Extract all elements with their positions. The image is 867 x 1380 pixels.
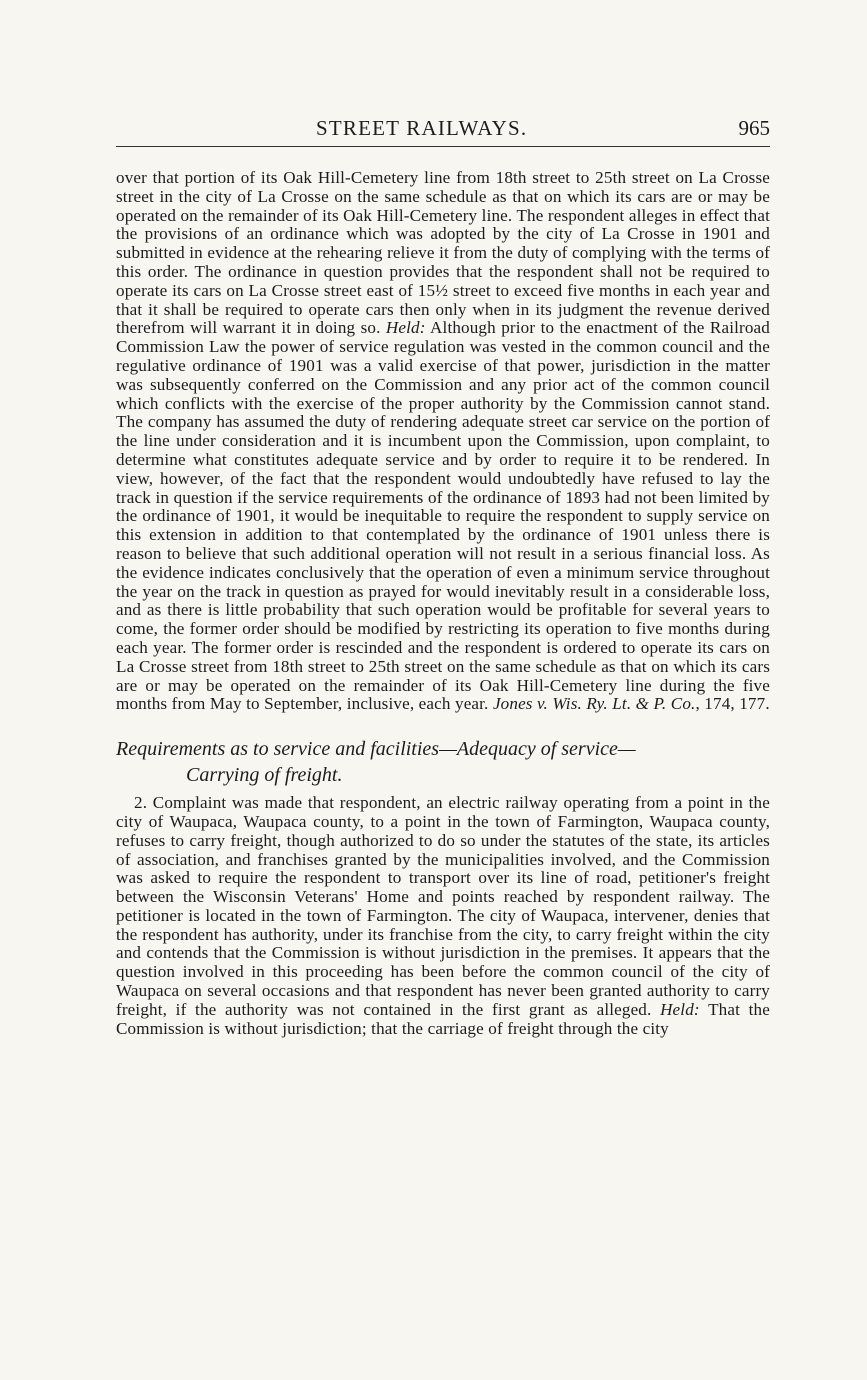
citation-reference: , 174, 177. [695,694,770,714]
section-heading-line: Requirements as to service and facilities—Adequacy of service— [116,738,636,761]
case-citation: Jones v. Wis. Ry. Lt. & P. Co. [492,694,696,714]
running-title: STREET RAILWAYS. [316,116,528,140]
paragraph-text: 2. Complaint was made that respondent, an electric railway operating from a point in the city of Waupaca, Waupaca county, to a point in the town of Farmington, Waupaca county, refuses to carry freight, though authorized to do so under the statutes of the state, its articles of association, and franchises granted by the municipalities involved, and the Commission was asked to require the respondent to transport over its line of road, petitioner's freight between the Wisconsin Veterans' Home and points reached by respondent railway. The petitioner is located in the town of Farmington. The city of Waupaca, intervener, denies that the respondent has authority, under its franchise from the city, to carry freight within the city and contends that the Commission is without jurisdiction in the premises. It appears that the question involved in this proceeding has been before the common council of the city of Waupaca on several occasions and that respondent has never been granted authority to carry freight, if the authority was not contained in the first grant as alleged. [116,793,770,1019]
section-heading [116,736,770,788]
page [116,112,770,1038]
paragraph-text: over that portion of its Oak Hill-Cemetery line from 18th street to 25th street on La Crosse street in the city of La Crosse on the same schedule as that on which its cars are or may be operated on the remainder of its Oak Hill-Cemetery line. The respondent alleges in effect that the provisions of an ordinance which was adopted by the city of La Crosse in 1901 and submitted in evidence at the rehearing relieve it from the duty of complying with the terms of this order. The ordinance in question provides that the respondent shall not be required to operate its cars on La Crosse street east of 15½ street to exceed five months in each year and that it shall be required to operate cars then only when in its judgment the revenue derived therefrom will warrant it in doing so. [116,168,770,338]
page-number: 965 [738,116,770,140]
running-head [116,112,770,147]
held-label: Held: [660,999,700,1019]
paragraph-text: That the Commission is without jurisdiction; that the carriage of freight through the city [116,999,770,1038]
section-heading-line: Carrying of freight. [186,764,343,787]
paragraph-numbered [116,794,770,1038]
paragraph-continuation [116,169,770,714]
held-label: Held: [385,318,426,338]
paragraph-text: Although prior to the enactment of the Railroad Commission Law the power of service regulation was vested in the common council and the regulative ordinance of 1901 was a valid exercise of that power, jurisdiction in the matter was subsequently conferred on the Commission and any prior act of the common council which conflicts with the exercise of the proper authority by the Commission cannot stand. The company has assumed the duty of rendering adequate street car service on the portion of the line under consideration and it is incumbent upon the Commission, upon complaint, to determine what constitutes adequate service and by order to require it to be rendered. In view, however, of the fact that the respondent would undoubtedly have refused to lay the track in question if the service requirements of the ordinance of 1893 had not been limited by the ordinance of 1901, it would be inequitable to require the respondent to supply service on this extension in addition to that contemplated by the ordinance of 1901 unless there is reason to believe that such additional operation will not result in a serious financial loss. As the evidence indicates conclusively that the operation of even a minimum service throughout the year on the track in question as prayed for would inevitably result in a considerable loss, and as there is little probability that such operation would be profitable for several years to come, the former order should be modified by restricting its operation to five months during each year. The former order is rescinded and the respondent is ordered to operate its cars on La Crosse street from 18th street to 25th street on the same schedule as that on which its cars are or may be operated on the remainder of its Oak Hill-Cemetery line during the five months from May to September, inclusive, each year. [116,318,770,714]
